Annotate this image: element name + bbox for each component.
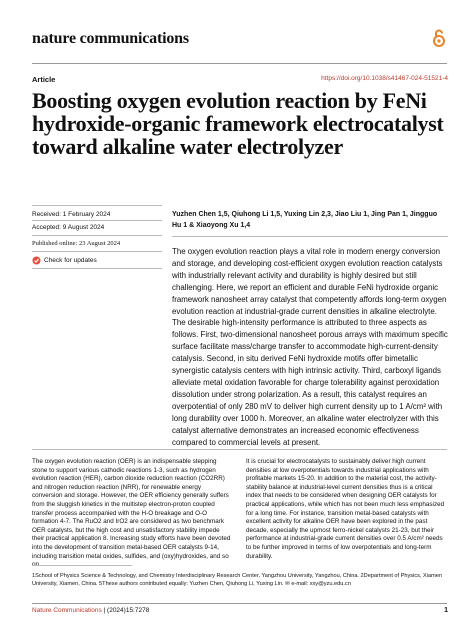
footer-divider bbox=[32, 603, 447, 604]
page-number: 1 bbox=[444, 607, 448, 614]
published-date: Published online: 23 August 2024 bbox=[32, 240, 121, 247]
meta-divider bbox=[32, 235, 162, 236]
body-divider bbox=[32, 449, 447, 450]
journal-name[interactable]: nature communications bbox=[32, 30, 189, 47]
check-for-updates-icon bbox=[32, 256, 41, 265]
meta-divider-bottom bbox=[32, 268, 162, 269]
received-date: Received: 1 February 2024 bbox=[32, 211, 111, 218]
doi-link[interactable]: https://doi.org/10.1038/s41467-024-51521-4 bbox=[321, 75, 448, 82]
abstract: The oxygen evolution reaction plays a vital role in modern energy conversion and storage, and developing cost-efficient oxygen evolution reaction catalysts with industrially relevant activity and durability is highly desired but still challenging. Here, we report an efficient and durable FeNi hydroxide organic framework nanosheet array catalyst that competently affords long-term oxygen evolution reaction at industrial-grade current densities in alkaline electrolyte. The desirable high-intensity performance is attributed to three aspects as follows. First, two-dimensional nanosheet porous arrays with maximum specific surface facilitate mass/charge transfer to accommodate high-current-density catalysis. Second, in situ derived FeNi hydroxide motifs offer bimetallic synergistic catalysis centers with high intrinsic activity. Third, carboxyl ligands alleviate metal oxidation favorable for charge tolerability against peroxidation dissolution under strong polarization. As a result, this catalyst requires an overpotential of only 280 mV to deliver high current density up to 1 A/cm² with long durability over 1000 h. Moreover, an alkaline water electrolyzer with this catalyst alternative demonstrates an increased economic effectiveness compared to commercial levels at present. bbox=[172, 247, 448, 447]
meta-divider bbox=[32, 220, 162, 221]
article-title: Boosting oxygen evolution reaction by FeNi hydroxide-organic framework electrocatalyst toward alkaline water electrolyzer bbox=[32, 88, 444, 159]
footnote-divider bbox=[32, 565, 132, 566]
check-for-updates-label: Check for updates bbox=[44, 257, 97, 264]
meta-divider-top bbox=[32, 205, 162, 206]
open-access-icon[interactable] bbox=[432, 28, 446, 48]
article-type-label: Article bbox=[32, 75, 56, 84]
footer-citation bbox=[32, 607, 149, 614]
header-divider bbox=[32, 63, 447, 64]
body-column-left: The oxygen evolution reaction (OER) is an indispensable stepping stone to support various cathodic reactions 1-3, such as hydrogen evolution reaction (HER), carbon dioxide reduction reaction (CO2RR) and nitrogen reduction reaction (NRR), for renewable energy conversion and storage. However, the OER efficiency generally suffers from the sluggish kinetics in the multistep electron-proton coupled transfer process accompanied with the H-O breakage and O-O formation 4-7. The RuO2 and IrO2 are considered as two benchmark OER catalysts, but the high cost and unsatisfactory stability impede their practical application 8. Increasing study efforts have been devoted into the development of transition metal-based OER catalysts 9-14, including transition metal oxides, sulfides, and (oxy)hydroxides, and so bbox=[32, 458, 231, 560]
check-for-updates-button[interactable] bbox=[32, 256, 97, 265]
author-list[interactable]: Yuzhen Chen 1,5, Qiuhong Li 1,5, Yuxing Lin 2,3, Jiao Liu 1, Jing Pan 1, Jingguo Hu 1 & Xiaoyong Xu 1,4 bbox=[172, 211, 438, 229]
body-column-right: It is crucial for electrocatalysts to sustainably deliver high current densities at low overpotentials towards industrial applications with profitable markets 15-20. In addition to the material cost, the activity-stability balance at industrial-level current densities thus is a critical index that needs to be considered when designing OER catalysts for practical applications, while which has not been much less emphasized for a long time. For instance, transition metal-based catalysts with excellent activity for alkaline OER have been explored in the past decade, especially the upmost ferro-nickel catalysts 21-23, but their performance at industrial-grade current densities over 0.5 A/cm² needs to be further improved in terms of low overpotentials and long-term durability. bbox=[246, 458, 445, 560]
authors-divider bbox=[172, 236, 448, 237]
meta-divider bbox=[32, 251, 162, 252]
accepted-date: Accepted: 9 August 2024 bbox=[32, 224, 105, 231]
footer-journal-link[interactable]: Nature Communications bbox=[32, 607, 102, 614]
affiliations-footnote: 1School of Physics Science & Technology, and Chemistry Interdisciplinary Research Center, Yangzhou University, Yangzhou, China. 2Department of Physics, Xiamen University, Xiamen, China. 5These authors contributed equally: Yuzhen Chen, Qiuhong Li, Yuxing Lin. ✉ e-mail: xxy@yzu.edu.cn bbox=[32, 573, 443, 587]
footer-volume: | (2024)15:7278 bbox=[103, 607, 150, 614]
